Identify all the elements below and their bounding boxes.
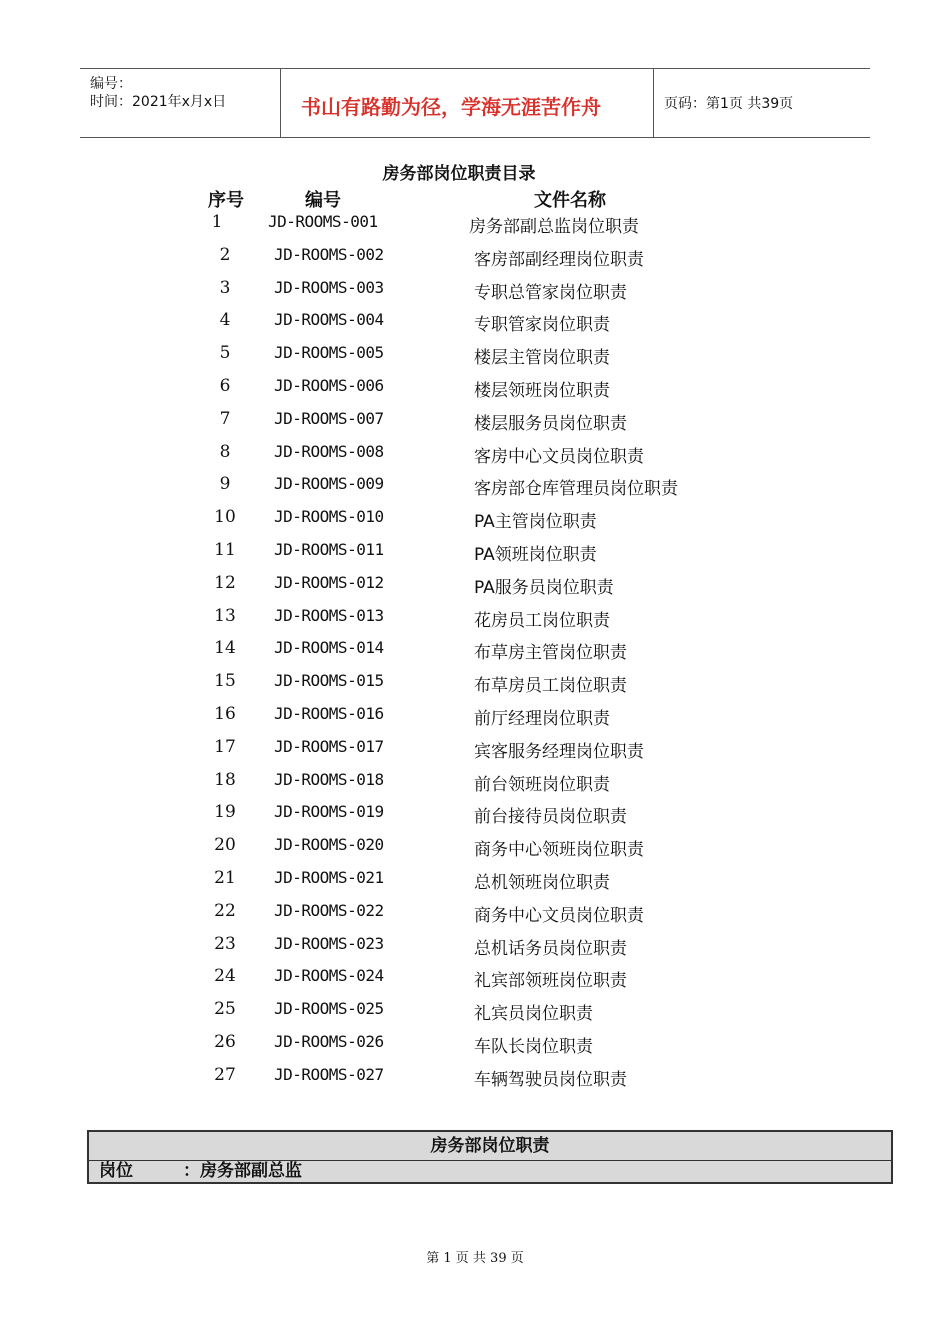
- toc-row-code: JD-ROOMS-011: [274, 540, 384, 559]
- toc-row-number: 21: [214, 868, 236, 888]
- toc-row-number: 17: [214, 736, 236, 757]
- toc-row: [0, 770, 950, 803]
- toc-row: [0, 573, 950, 606]
- toc-row: [0, 376, 950, 409]
- toc-row-code: JD-ROOMS-018: [274, 769, 384, 789]
- toc-row: [0, 442, 950, 475]
- toc-row-number: 19: [214, 802, 236, 823]
- toc-row: [0, 310, 950, 343]
- header-motto-cell: [281, 69, 654, 137]
- toc-row: [0, 474, 950, 507]
- page-info: 页码：第1页 共39页: [664, 96, 794, 112]
- toc-row: [0, 704, 950, 737]
- toc-row-code: JD-ROOMS-024: [274, 966, 384, 986]
- toc-row-number: 7: [219, 408, 231, 429]
- toc-row: [0, 966, 950, 999]
- toc-row: [0, 1032, 950, 1065]
- column-header-name: 文件名称: [534, 190, 606, 211]
- post-value: ：房务部副总监: [183, 1161, 302, 1181]
- toc-row: [0, 1065, 950, 1098]
- toc-row-title: 花房员工岗位职责: [474, 610, 610, 631]
- toc-row-number: 15: [214, 671, 236, 692]
- toc-row-number: 9: [219, 474, 231, 495]
- toc-row-code: JD-ROOMS-019: [274, 802, 384, 822]
- toc-row-number: 18: [214, 769, 236, 790]
- toc-row-code: JD-ROOMS-007: [274, 408, 384, 428]
- toc-row-title: PA主管岗位职责: [474, 512, 597, 533]
- toc-row-code: JD-ROOMS-006: [274, 376, 384, 395]
- toc-row: [0, 671, 950, 704]
- toc-row-title: 楼层主管岗位职责: [474, 348, 610, 369]
- toc-row-code: JD-ROOMS-012: [274, 572, 384, 592]
- toc-row-code: JD-ROOMS-022: [274, 900, 384, 920]
- motto-text: 书山有路勤为径，学海无涯苦作舟: [301, 95, 601, 119]
- toc-row-number: 4: [219, 310, 231, 331]
- toc-row: [0, 278, 950, 311]
- toc-row-number: 11: [214, 540, 236, 560]
- toc-row: [0, 507, 950, 540]
- toc-row: [0, 343, 950, 376]
- toc-row-code: JD-ROOMS-015: [274, 671, 384, 691]
- toc-row-code: JD-ROOMS-002: [274, 244, 384, 264]
- toc-row-number: 25: [214, 999, 236, 1020]
- toc-row-code: JD-ROOMS-016: [274, 704, 384, 723]
- toc-row-code: JD-ROOMS-010: [274, 507, 384, 527]
- toc-row-title: 楼层服务员岗位职责: [474, 413, 627, 434]
- toc-row-number: 14: [214, 638, 236, 659]
- toc-row-number: 2: [219, 244, 231, 265]
- post-label: 岗位: [99, 1161, 133, 1181]
- toc-row-number: 24: [214, 966, 236, 987]
- toc-row-code: JD-ROOMS-008: [274, 441, 384, 461]
- toc-row-title: 车队长岗位职责: [474, 1037, 593, 1057]
- time-label: 时间：2021年x月x日: [90, 94, 227, 110]
- toc-row-number: 6: [219, 376, 231, 396]
- toc-row-code: JD-ROOMS-004: [274, 310, 384, 330]
- toc-row-code: JD-ROOMS-017: [274, 736, 384, 756]
- toc-row-title: 礼宾部领班岗位职责: [474, 971, 627, 992]
- toc-row-number: 3: [219, 277, 231, 298]
- toc-row-code: JD-ROOMS-003: [274, 277, 384, 297]
- document-title: 房务部岗位职责目录: [382, 164, 536, 184]
- toc-row-title: 布草房主管岗位职责: [474, 643, 627, 664]
- toc-row: [0, 606, 950, 639]
- toc-row-title: 房务部副总监岗位职责: [469, 217, 639, 237]
- toc-row: [0, 737, 950, 770]
- toc-row-number: 23: [214, 933, 236, 954]
- toc-row-title: 前厅经理岗位职责: [474, 709, 610, 729]
- toc-row: [0, 802, 950, 835]
- toc-row-number: 26: [214, 1032, 236, 1052]
- toc-row-title: 专职管家岗位职责: [474, 315, 610, 336]
- toc-row-code: JD-ROOMS-023: [274, 933, 384, 953]
- toc-row-title: 楼层领班岗位职责: [474, 381, 610, 401]
- toc-row-code: JD-ROOMS-026: [274, 1032, 384, 1051]
- toc-row-number: 1: [211, 212, 223, 232]
- toc-row-code: JD-ROOMS-014: [274, 638, 384, 658]
- code-label: 编号：: [90, 76, 132, 92]
- toc-row: [0, 999, 950, 1032]
- toc-row: [0, 835, 950, 868]
- toc-row-number: 13: [214, 605, 236, 626]
- toc-row-code: JD-ROOMS-027: [274, 1064, 384, 1084]
- toc-row-title: 客房部副经理岗位职责: [474, 249, 644, 270]
- toc-row: [0, 901, 950, 934]
- toc-row-title: 前台接待员岗位职责: [474, 807, 627, 828]
- toc-row-code: JD-ROOMS-001: [268, 212, 378, 231]
- toc-row-title: 礼宾员岗位职责: [474, 1004, 593, 1025]
- toc-row-code: JD-ROOMS-025: [274, 999, 384, 1019]
- page-footer: 第 1 页 共 39 页: [426, 1251, 524, 1266]
- toc-row-code: JD-ROOMS-020: [274, 835, 384, 855]
- duty-section-box: [87, 1130, 893, 1184]
- header-page-cell: [654, 69, 870, 137]
- toc-row-number: 27: [214, 1064, 236, 1085]
- toc-row-code: JD-ROOMS-005: [274, 343, 384, 363]
- toc-row: [0, 934, 950, 967]
- toc-row: [0, 868, 950, 901]
- toc-row-code: JD-ROOMS-013: [274, 605, 384, 625]
- toc-row-code: JD-ROOMS-009: [274, 474, 384, 494]
- toc-row-number: 5: [219, 343, 231, 364]
- toc-row-number: 22: [214, 900, 236, 921]
- duty-section-heading: 房务部岗位职责: [89, 1132, 891, 1161]
- toc-row-title: 车辆驾驶员岗位职责: [474, 1069, 627, 1090]
- toc-row-title: 总机话务员岗位职责: [474, 938, 627, 959]
- page-header: [80, 68, 870, 138]
- toc-row-number: 20: [214, 835, 236, 856]
- toc-row: [0, 409, 950, 442]
- toc-row-number: 8: [219, 441, 231, 462]
- toc-row: [0, 638, 950, 671]
- toc-row: [0, 540, 950, 573]
- toc-row-title: 布草房员工岗位职责: [474, 676, 627, 697]
- toc-row-code: JD-ROOMS-021: [274, 868, 384, 887]
- toc-row-number: 10: [214, 507, 236, 528]
- toc-row-title: 专职总管家岗位职责: [474, 282, 627, 303]
- toc-row: [0, 212, 950, 245]
- toc-row-number: 12: [214, 572, 236, 593]
- toc-row-title: 前台领班岗位职责: [474, 774, 610, 795]
- toc-row-title: 商务中心文员岗位职责: [474, 905, 644, 926]
- header-meta-cell: [80, 69, 281, 137]
- column-header-no: 序号: [208, 190, 244, 211]
- toc-row-title: 宾客服务经理岗位职责: [474, 741, 644, 762]
- toc-row-number: 16: [214, 704, 236, 724]
- toc-row: [0, 245, 950, 278]
- toc-row-title: 客房部仓库管理员岗位职责: [474, 479, 678, 500]
- toc-row-title: PA领班岗位职责: [474, 545, 597, 565]
- post-row: [89, 1161, 891, 1182]
- toc-row-title: 客房中心文员岗位职责: [474, 446, 644, 467]
- toc-row-title: PA服务员岗位职责: [474, 577, 614, 598]
- toc-row-title: 商务中心领班岗位职责: [474, 840, 644, 861]
- toc-row-title: 总机领班岗位职责: [474, 873, 610, 893]
- column-header-code: 编号: [305, 190, 341, 211]
